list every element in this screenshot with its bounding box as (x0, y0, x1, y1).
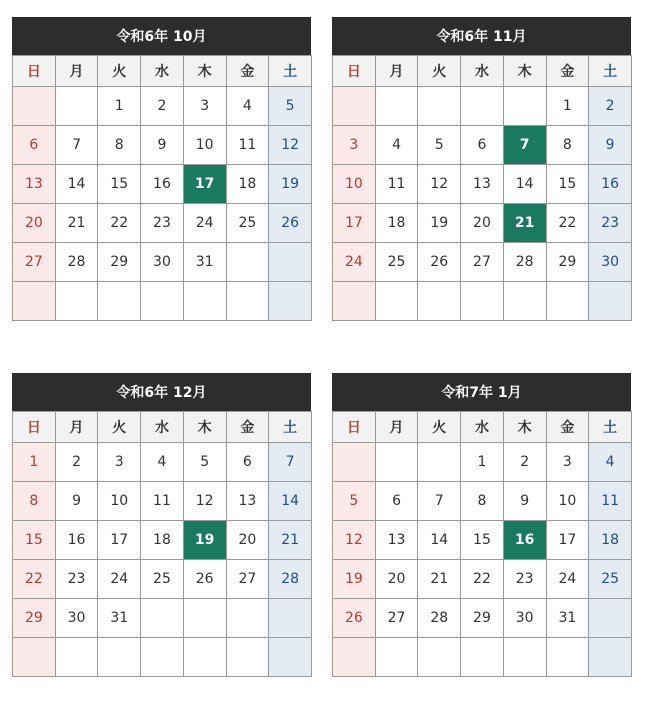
calendar-day: 16 (55, 521, 98, 560)
calendar-empty-cell (375, 282, 418, 321)
calendar-empty-cell (503, 638, 546, 677)
calendar-empty-cell (55, 638, 98, 677)
calendar-day: 31 (183, 243, 226, 282)
weekday-label: 金 (546, 56, 589, 87)
calendar-week-row (333, 243, 632, 282)
weekday-label: 水 (461, 56, 504, 87)
calendar-day: 28 (269, 560, 312, 599)
calendar-day: 30 (503, 599, 546, 638)
calendar-day: 11 (226, 126, 269, 165)
calendar-empty-cell (418, 638, 461, 677)
calendar-day: 1 (461, 443, 504, 482)
calendar-day: 13 (226, 482, 269, 521)
calendar-day: 1 (546, 87, 589, 126)
calendar-empty-cell (183, 638, 226, 677)
calendar-empty-cell (333, 443, 376, 482)
calendar-week-row (13, 165, 312, 204)
calendar-empty-cell (226, 638, 269, 677)
calendar-empty-cell (375, 87, 418, 126)
weekday-label: 日 (13, 56, 56, 87)
calendar-day: 25 (226, 204, 269, 243)
calendar-day: 24 (98, 560, 141, 599)
calendar-day: 24 (333, 243, 376, 282)
weekday-label: 水 (141, 412, 184, 443)
calendar-empty-cell (141, 282, 184, 321)
calendar-day: 6 (226, 443, 269, 482)
calendar-empty-cell (55, 87, 98, 126)
calendar-empty-cell (418, 443, 461, 482)
calendar-day: 10 (98, 482, 141, 521)
calendar-day: 14 (269, 482, 312, 521)
calendar-empty-cell (269, 638, 312, 677)
weekday-header-row (13, 412, 312, 443)
calendar-day: 4 (589, 443, 632, 482)
weekday-header-row (333, 412, 632, 443)
calendar-grid (12, 55, 312, 321)
weekday-label: 土 (589, 412, 632, 443)
calendar-empty-cell (589, 638, 632, 677)
calendar-day: 28 (55, 243, 98, 282)
calendar-day: 15 (461, 521, 504, 560)
weekday-label: 日 (13, 412, 56, 443)
calendar-day: 2 (55, 443, 98, 482)
weekday-label: 木 (503, 56, 546, 87)
calendar-week-row (333, 165, 632, 204)
calendar-day-highlighted: 19 (183, 521, 226, 560)
calendar-day: 10 (546, 482, 589, 521)
calendar-day: 26 (183, 560, 226, 599)
weekday-label: 水 (461, 412, 504, 443)
calendar-title: 令和6年 10月 (12, 17, 311, 55)
calendar-day: 8 (13, 482, 56, 521)
calendar-day: 11 (375, 165, 418, 204)
calendar-day: 12 (183, 482, 226, 521)
weekday-label: 火 (418, 412, 461, 443)
calendar-week-row (333, 204, 632, 243)
calendar-day: 23 (141, 204, 184, 243)
calendar-empty-cell (183, 282, 226, 321)
calendar-day: 29 (13, 599, 56, 638)
calendar-day: 3 (183, 87, 226, 126)
calendar-day: 5 (418, 126, 461, 165)
calendar-day: 9 (589, 126, 632, 165)
calendar-empty-cell (461, 87, 504, 126)
calendar-day: 2 (503, 443, 546, 482)
calendar-day: 7 (55, 126, 98, 165)
calendar-day: 26 (418, 243, 461, 282)
calendar-day: 28 (418, 599, 461, 638)
calendar-day: 21 (269, 521, 312, 560)
calendar-day: 4 (141, 443, 184, 482)
calendar-day: 14 (55, 165, 98, 204)
calendar-day: 11 (589, 482, 632, 521)
calendar-day: 9 (503, 482, 546, 521)
calendar-day: 22 (13, 560, 56, 599)
calendar-empty-cell (375, 638, 418, 677)
calendar-day: 10 (333, 165, 376, 204)
weekday-label: 金 (226, 56, 269, 87)
weekday-label: 火 (98, 56, 141, 87)
calendar-day: 25 (375, 243, 418, 282)
weekday-label: 月 (375, 412, 418, 443)
calendar-day: 16 (141, 165, 184, 204)
calendar-empty-cell (589, 599, 632, 638)
calendar-day: 30 (55, 599, 98, 638)
weekday-label: 月 (55, 412, 98, 443)
calendar-day: 7 (269, 443, 312, 482)
calendar-2024-12 (12, 373, 311, 677)
calendar-empty-cell (418, 282, 461, 321)
calendar-day: 20 (375, 560, 418, 599)
calendar-day: 30 (589, 243, 632, 282)
calendar-day: 21 (418, 560, 461, 599)
calendar-day: 14 (503, 165, 546, 204)
calendar-day: 29 (461, 599, 504, 638)
calendar-day: 15 (13, 521, 56, 560)
weekday-label: 日 (333, 412, 376, 443)
calendar-day: 6 (13, 126, 56, 165)
calendar-week-row (13, 638, 312, 677)
calendar-empty-cell (55, 282, 98, 321)
calendar-empty-cell (141, 599, 184, 638)
weekday-label: 木 (183, 56, 226, 87)
calendar-week-row (333, 638, 632, 677)
calendar-day: 8 (546, 126, 589, 165)
calendar-day: 26 (269, 204, 312, 243)
calendar-empty-cell (333, 87, 376, 126)
calendar-week-row (13, 599, 312, 638)
calendar-day: 1 (13, 443, 56, 482)
calendar-empty-cell (333, 282, 376, 321)
calendar-day: 21 (55, 204, 98, 243)
calendar-week-row (13, 126, 312, 165)
calendar-empty-cell (183, 599, 226, 638)
calendar-day: 5 (269, 87, 312, 126)
calendar-title: 令和7年 1月 (332, 373, 631, 411)
calendar-day: 19 (418, 204, 461, 243)
calendar-week-row (13, 243, 312, 282)
calendar-day: 13 (13, 165, 56, 204)
calendar-empty-cell (589, 282, 632, 321)
calendar-day: 4 (226, 87, 269, 126)
calendar-empty-cell (375, 443, 418, 482)
weekday-label: 水 (141, 56, 184, 87)
calendar-day: 29 (98, 243, 141, 282)
calendar-day: 4 (375, 126, 418, 165)
calendar-day: 18 (226, 165, 269, 204)
calendar-day-highlighted: 17 (183, 165, 226, 204)
calendar-day: 17 (98, 521, 141, 560)
calendar-empty-cell (98, 638, 141, 677)
calendar-day: 22 (546, 204, 589, 243)
calendar-day: 3 (333, 126, 376, 165)
calendar-empty-cell (269, 599, 312, 638)
calendar-day: 5 (183, 443, 226, 482)
calendar-week-row (333, 560, 632, 599)
calendar-day: 24 (183, 204, 226, 243)
calendar-day: 14 (418, 521, 461, 560)
calendar-week-row (333, 443, 632, 482)
calendar-grid (332, 55, 632, 321)
calendar-day: 30 (141, 243, 184, 282)
weekday-label: 木 (183, 412, 226, 443)
calendar-day: 17 (546, 521, 589, 560)
calendar-day: 13 (375, 521, 418, 560)
weekday-label: 木 (503, 412, 546, 443)
calendar-day: 22 (461, 560, 504, 599)
calendar-day: 22 (98, 204, 141, 243)
calendar-week-row (13, 443, 312, 482)
calendar-day: 24 (546, 560, 589, 599)
calendar-empty-cell (269, 282, 312, 321)
calendar-day: 3 (546, 443, 589, 482)
weekday-header-row (13, 56, 312, 87)
calendar-day-highlighted: 21 (503, 204, 546, 243)
calendar-day: 27 (375, 599, 418, 638)
calendar-empty-cell (13, 282, 56, 321)
weekday-label: 月 (55, 56, 98, 87)
calendar-day: 20 (226, 521, 269, 560)
calendar-week-row (13, 87, 312, 126)
calendar-empty-cell (226, 282, 269, 321)
calendar-empty-cell (269, 243, 312, 282)
calendar-day: 12 (269, 126, 312, 165)
calendar-day: 15 (546, 165, 589, 204)
weekday-label: 金 (226, 412, 269, 443)
calendar-week-row (333, 482, 632, 521)
calendar-day: 1 (98, 87, 141, 126)
calendar-empty-cell (333, 638, 376, 677)
calendar-day: 6 (375, 482, 418, 521)
calendar-empty-cell (503, 282, 546, 321)
calendar-week-row (13, 282, 312, 321)
weekday-label: 月 (375, 56, 418, 87)
weekday-label: 土 (269, 412, 312, 443)
calendar-2025-01 (332, 373, 631, 677)
calendar-day: 15 (98, 165, 141, 204)
weekday-label: 土 (589, 56, 632, 87)
calendar-day: 23 (503, 560, 546, 599)
calendar-day: 23 (55, 560, 98, 599)
calendar-week-row (13, 560, 312, 599)
calendar-week-row (333, 282, 632, 321)
calendar-empty-cell (546, 282, 589, 321)
calendar-2024-10 (12, 17, 311, 321)
calendar-empty-cell (503, 87, 546, 126)
calendar-title: 令和6年 12月 (12, 373, 311, 411)
calendar-day: 3 (98, 443, 141, 482)
calendar-week-row (333, 521, 632, 560)
calendar-day-highlighted: 7 (503, 126, 546, 165)
calendar-day: 6 (461, 126, 504, 165)
calendar-2024-11 (332, 17, 631, 321)
calendar-week-row (333, 599, 632, 638)
weekday-label: 金 (546, 412, 589, 443)
calendar-day: 31 (98, 599, 141, 638)
calendar-day: 13 (461, 165, 504, 204)
calendar-grid (332, 411, 632, 677)
calendar-empty-cell (141, 638, 184, 677)
calendar-day: 11 (141, 482, 184, 521)
calendar-week-row (333, 87, 632, 126)
calendar-day: 29 (546, 243, 589, 282)
calendar-day: 7 (418, 482, 461, 521)
calendar-day: 8 (98, 126, 141, 165)
calendar-day: 27 (226, 560, 269, 599)
calendar-day: 9 (55, 482, 98, 521)
weekday-label: 日 (333, 56, 376, 87)
calendar-day: 12 (333, 521, 376, 560)
calendar-day: 18 (141, 521, 184, 560)
weekday-label: 火 (98, 412, 141, 443)
calendar-week-row (13, 482, 312, 521)
calendar-day: 27 (461, 243, 504, 282)
weekday-header-row (333, 56, 632, 87)
calendar-day: 26 (333, 599, 376, 638)
calendar-day: 2 (589, 87, 632, 126)
calendar-grid (12, 411, 312, 677)
weekday-label: 火 (418, 56, 461, 87)
calendar-day: 23 (589, 204, 632, 243)
calendar-day: 19 (333, 560, 376, 599)
calendar-empty-cell (418, 87, 461, 126)
calendar-day: 5 (333, 482, 376, 521)
calendar-day: 18 (375, 204, 418, 243)
calendar-day: 17 (333, 204, 376, 243)
calendar-day: 25 (589, 560, 632, 599)
calendar-week-row (13, 521, 312, 560)
calendar-day: 16 (589, 165, 632, 204)
calendar-day: 10 (183, 126, 226, 165)
calendar-empty-cell (226, 599, 269, 638)
calendar-day: 8 (461, 482, 504, 521)
calendar-empty-cell (546, 638, 589, 677)
calendar-week-row (13, 204, 312, 243)
calendar-day: 12 (418, 165, 461, 204)
calendar-day-highlighted: 16 (503, 521, 546, 560)
calendar-day: 25 (141, 560, 184, 599)
calendar-empty-cell (13, 638, 56, 677)
calendar-empty-cell (226, 243, 269, 282)
calendar-day: 9 (141, 126, 184, 165)
calendar-day: 20 (13, 204, 56, 243)
calendar-day: 20 (461, 204, 504, 243)
calendar-day: 18 (589, 521, 632, 560)
calendar-day: 28 (503, 243, 546, 282)
calendar-day: 31 (546, 599, 589, 638)
calendar-week-row (333, 126, 632, 165)
calendar-empty-cell (461, 282, 504, 321)
calendar-day: 19 (269, 165, 312, 204)
calendar-day: 27 (13, 243, 56, 282)
weekday-label: 土 (269, 56, 312, 87)
calendar-title: 令和6年 11月 (332, 17, 631, 55)
calendar-empty-cell (13, 87, 56, 126)
calendar-day: 2 (141, 87, 184, 126)
calendar-empty-cell (461, 638, 504, 677)
calendar-empty-cell (98, 282, 141, 321)
